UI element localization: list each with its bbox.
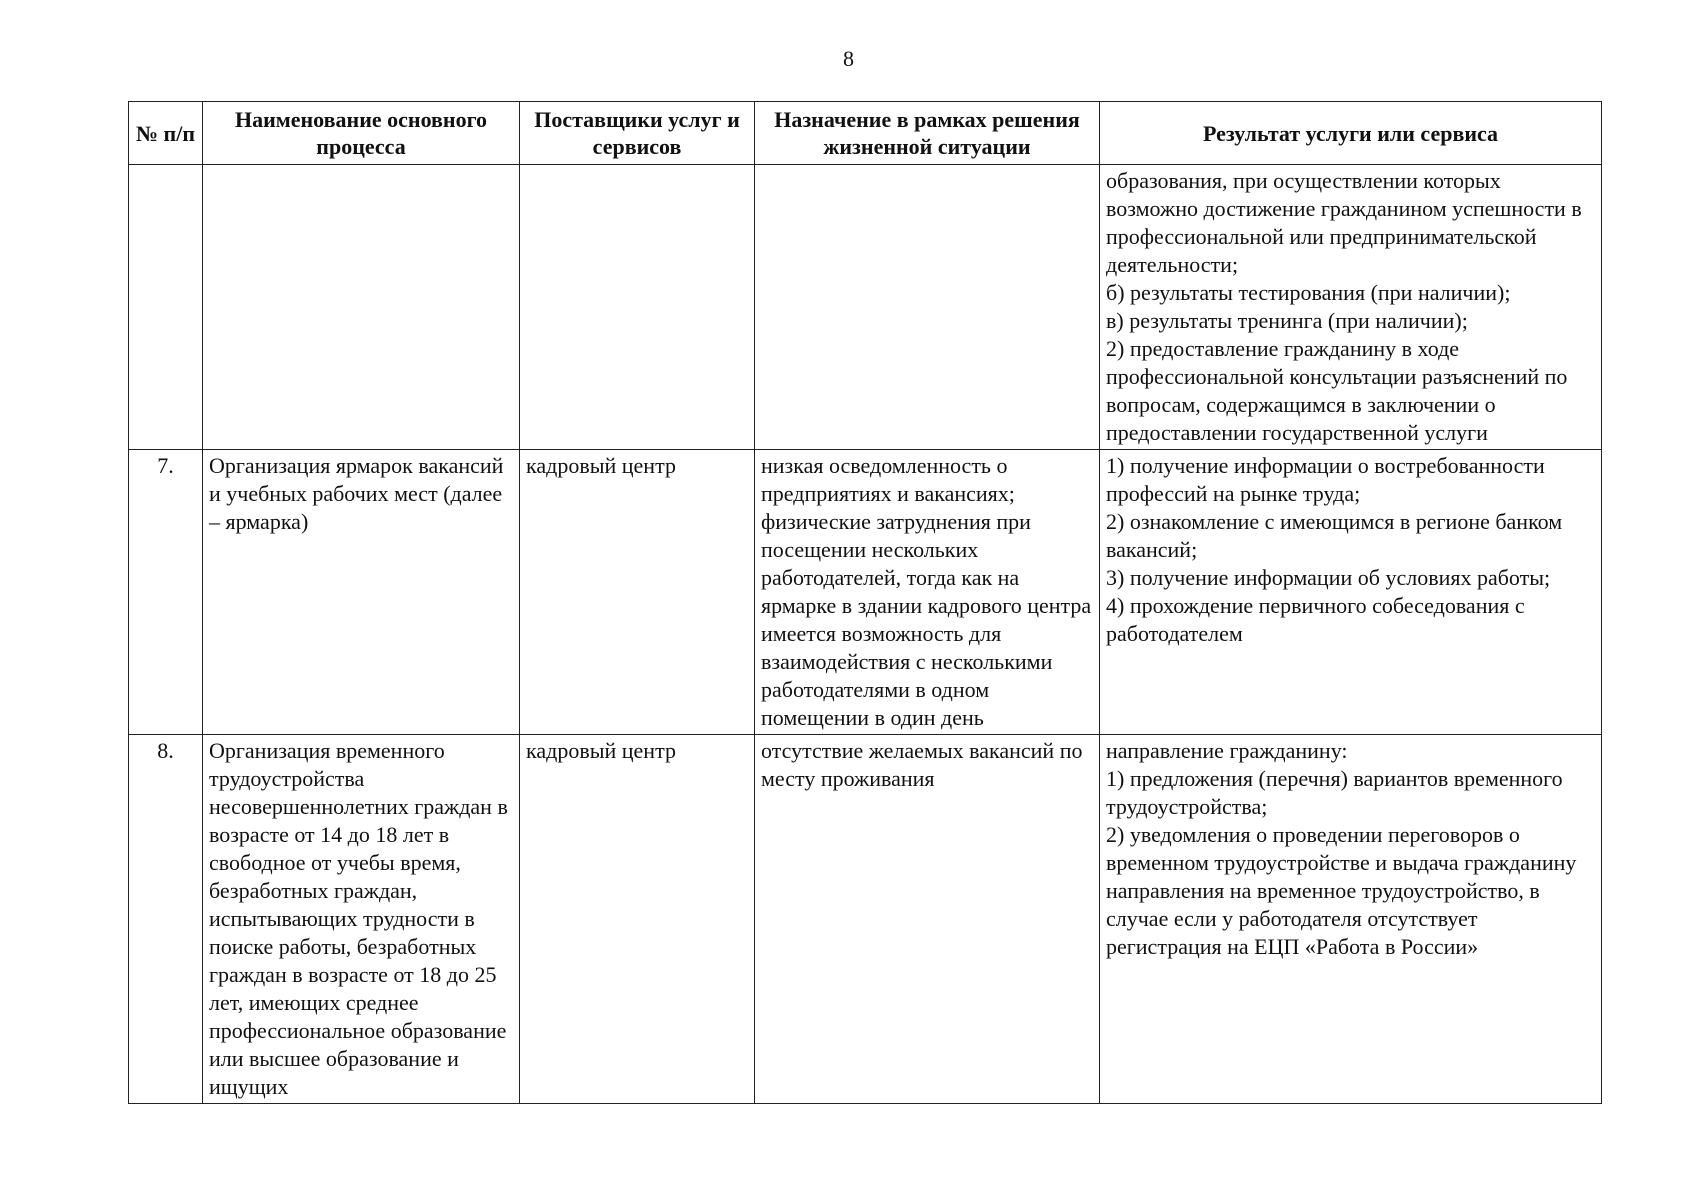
row-process [203, 165, 520, 450]
row-providers: кадровый центр [520, 735, 755, 1104]
result-line: в) результаты тренинга (при наличии); [1106, 308, 1468, 333]
result-line: 2) уведомления о проведении переговоров о временном трудоустройстве и выдача гражданину направления на временное трудоустройство, в случае если у работодателя отсутствует регистрация на ЕЦП «Работа в России» [1106, 822, 1577, 959]
table-row [129, 450, 1602, 735]
table-row [129, 165, 1602, 450]
row-purpose: низкая осведомленность о предприятиях и вакансиях; физические затруднения при посещении нескольких работодателей, тогда как на ярмарке в здании кадрового центра имеется возможность для взаимодействия с несколькими работодателями в одном помещении в один день [755, 450, 1100, 735]
row-providers: кадровый центр [520, 450, 755, 735]
header-result: Результат услуги или сервиса [1100, 102, 1602, 165]
header-providers: Поставщики услуг и сервисов [520, 102, 755, 165]
row-number [129, 165, 203, 450]
header-process: Наименование основного процесса [203, 102, 520, 165]
services-table [128, 101, 1602, 1104]
result-line: 2) ознакомление с имеющимся в регионе банком вакансий; [1106, 509, 1563, 562]
header-purpose: Назначение в рамках решения жизненной ситуации [755, 102, 1100, 165]
row-process: Организация временного трудоустройства несовершеннолетних граждан в возрасте от 14 до 18 лет в свободное от учебы время, безработных граждан, испытывающих трудности в поиске работы, безработных граждан в возрасте от 18 до 25 лет, имеющих среднее профессиональное образование или высшее образование и ищущих [203, 735, 520, 1104]
table-row [129, 735, 1602, 1104]
row-purpose: отсутствие желаемых вакансий по месту проживания [755, 735, 1100, 1104]
row-result [1100, 165, 1602, 450]
result-line: 1) получение информации о востребованности профессий на рынке труда; [1106, 453, 1545, 506]
row-number: 7. [129, 450, 203, 735]
result-line: 3) получение информации об условиях работы; [1106, 565, 1551, 590]
row-providers [520, 165, 755, 450]
result-line: 1) предложения (перечня) вариантов временного трудоустройства; [1106, 766, 1563, 819]
page-number: 8 [843, 46, 854, 71]
row-number: 8. [129, 735, 203, 1104]
row-process: Организация ярмарок вакансий и учебных рабочих мест (далее – ярмарка) [203, 450, 520, 735]
result-line: образования, при осуществлении которых возможно достижение гражданином успешности в профессиональной или предпринимательской деятельности; [1106, 168, 1582, 277]
result-line: направление гражданину: [1106, 738, 1348, 763]
table-header-row [129, 102, 1602, 165]
result-line: 4) прохождение первичного собеседования с работодателем [1106, 593, 1525, 646]
row-purpose [755, 165, 1100, 450]
header-number: № п/п [129, 102, 203, 165]
row-result [1100, 450, 1602, 735]
result-line: 2) предоставление гражданину в ходе профессиональной консультации разъяснений по вопросам, содержащимся в заключении о предоставлении государственной услуги [1106, 336, 1568, 445]
result-line: б) результаты тестирования (при наличии); [1106, 280, 1511, 305]
row-result [1100, 735, 1602, 1104]
